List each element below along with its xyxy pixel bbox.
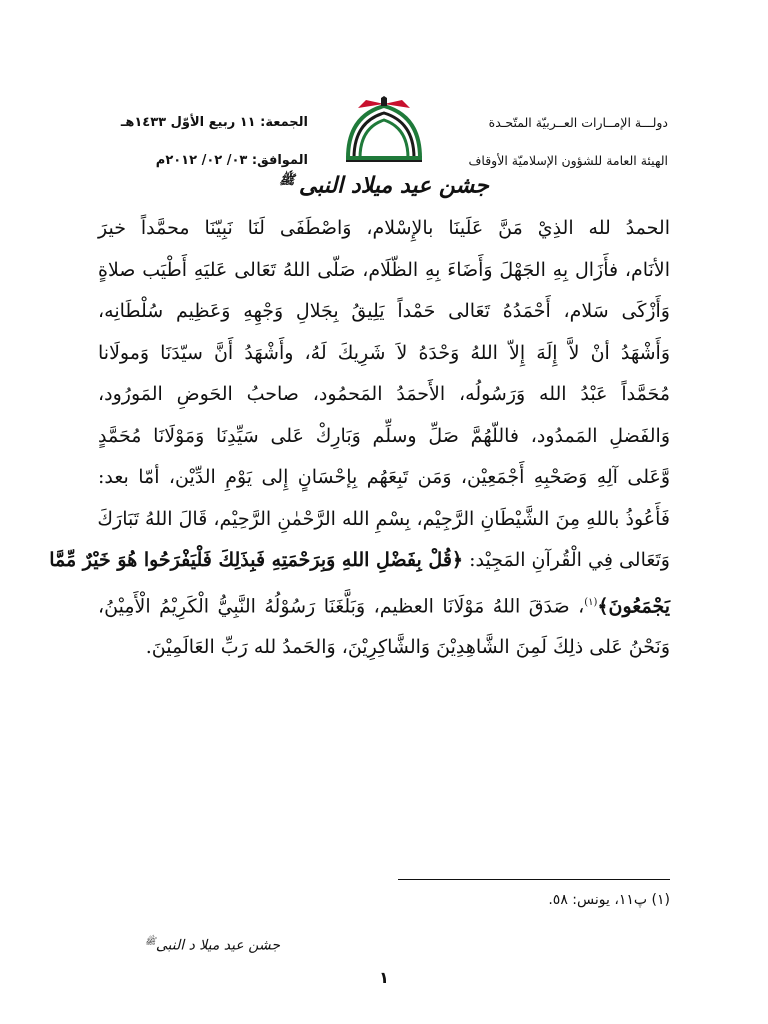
body-line: فَأَعُوذُ باللهِ مِنَ الشَّيْطَانِ الرَّجِيْم، بِسْمِ الله الرَّحْمٰنِ الرَّحِيْم، قَالَ اللهُ تَبَارَكَ: [97, 507, 670, 530]
body-text-segment: وَتَعَالى فِي الْقُرآنِ المَجِيْد:: [463, 549, 670, 571]
footnote-divider: [398, 879, 670, 880]
body-line: وَأَشْهَدُ أنْ لاَّ إِلَهَ إِلاّ اللهُ وَحْدَهُ لاَ شَرِيكَ لَهُ، وأَشْهَدُ أَنَّ سيّدَنَا وَمولَانا: [98, 341, 670, 364]
date-header: [108, 104, 308, 180]
footer-running-title: [145, 935, 280, 954]
body-line-quran-end: [98, 582, 670, 628]
pbuh-honorific: ﷺ: [279, 173, 295, 188]
footer-title-text: جشن عید میلا د النبی: [155, 937, 280, 954]
body-line: الأنَام، فأَزَال بِهِ الجَهْلَ وَأَضَاءَ بِهِ الظّلَام، صَلّى اللهُ تَعَالى عَليَهِ أَطْيَب صلاةٍ: [98, 258, 670, 281]
footnote: (١) پ١١، يونس: ٥٨.: [548, 892, 670, 908]
org-name-line: دولـــة الإمــارات العــربيّة المتّحـدة: [488, 115, 668, 130]
body-line-quran-start: [49, 540, 670, 582]
sermon-body: [49, 208, 670, 669]
body-line: الحمدُ لله الذِيْ مَنَّ عَلَينَا بالإِسْلام، وَاصْطَفَى لَنَا نَبِيّنَا محمَّداً خيرَ: [98, 217, 670, 239]
hijri-date: الجمعة: ١١ ربيع الأوّل ١٤٣٣هـ: [120, 115, 308, 130]
body-line: مُحَمَّداً عَبْدُ الله وَرَسُولُه، الأَحمَدُ المَحمُود، صاحبُ الحَوضِ المَورُود،: [98, 383, 670, 405]
footnote-reference[interactable]: (١): [584, 596, 598, 608]
body-line: وَّعَلى آلِهِ وَصَحْبِهِ أَجْمَعِيْن، وَمَن تَبِعَهُم بِإحْسَانٍ إِلى يَوْمِ الدِّيْن، أمّا بعد:: [98, 466, 670, 488]
mosque-dome-emblem-icon: [336, 96, 432, 166]
body-line: وَالفَضلِ المَمدُود، فاللّهُمَّ صَلِّ وسلِّم وَبَارِكْ عَلى سَيِّدِنَا وَمَوْلَانَا مُحَمَّدٍ: [98, 424, 670, 447]
body-line: وَأَزْكَى سَلام، أَحْمَدُهُ تَعَالى حَمْداً يَلِيقُ بِجَلالِ وَجْهِهِ وَعَظِيم سُلْطَانِه،: [98, 300, 670, 322]
page-number: ١: [379, 968, 389, 987]
sermon-title: [0, 172, 768, 198]
footer-pbuh-honorific: ﷺ: [145, 937, 156, 947]
gregorian-date: الموافق: ٠٣/ ٠٢/ ٢٠١٢م: [155, 153, 308, 168]
body-line: وَنَحْنُ عَلى ذلِكَ لَمِنَ الشَّاهِدِيْنَ وَالشَّاكِرِيْنَ، وَالحَمدُ لله رَبِّ العَالَمِيْنَ.: [145, 636, 670, 659]
org-authority-line: الهيئة العامة للشؤون الإسلاميّة الأوقاف: [468, 153, 668, 168]
quran-verse-end: يَجْمَعُونَ﴾: [597, 594, 670, 617]
organization-header: [448, 104, 668, 180]
body-text-segment: ، صَدَقَ اللهُ مَوْلَانَا العظيم، وَبَلَّغَنَا رَسُوْلُهُ النَّبِيُّ الْكَرِيْمُ الْأَمِيْنُ،: [98, 594, 585, 617]
sermon-title-text: جشن عيد ميلاد النبی: [298, 172, 489, 199]
quran-verse: ﴿قُلْ بِفَضْلِ اللهِ وَبِرَحْمَتِهِ فَبِذَلِكَ فَلْيَفْرَحُوا هُوَ خَيْرٌ مِّمَّا: [49, 549, 464, 571]
